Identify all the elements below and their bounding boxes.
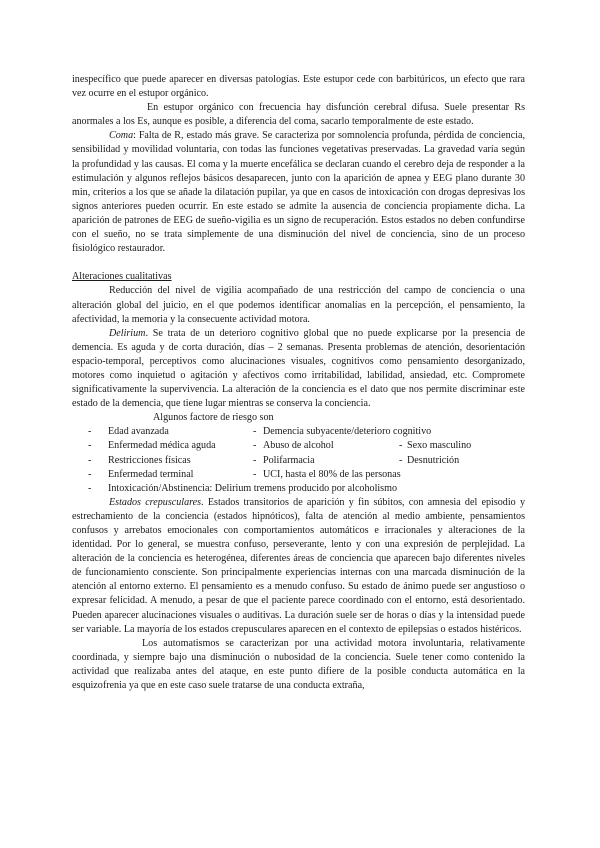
risk-item: Abuso de alcohol	[263, 440, 334, 452]
paragraph-automatismos: Los automatismos se caracterizan por una actividad motora involuntaria, relativamente coordinada, y siempre bajo una disminución o nubosidad de la conciencia. Suele tener como contenido la actividad que realizaba antes del ataque, en este punto difiere de la posible conducta automática en la esquizofrenia ya que en este caso suele tratarse de una conducta extraña,	[72, 637, 525, 692]
risk-item: Polifarmacia	[263, 454, 315, 466]
paragraph-alteraciones-intro: Reducción del nivel de vigilia acompañado de una restricción del campo de conciencia o una alteración global del juicio, en el que podemos identificar anomalías en la percepción, el pensamiento, la afectividad, la memoria y la consecuente actividad motora.	[72, 285, 525, 325]
risk-item: Edad avanzada	[108, 426, 169, 438]
risk-factors-title: Algunos factore de riesgo son	[153, 412, 274, 424]
list-dash: -	[88, 440, 92, 452]
list-dash: -	[88, 482, 92, 494]
paragraph-coma	[72, 129, 525, 256]
paragraph-estupor-organico: En estupor orgánico con frecuencia hay disfunción cerebral difusa. Suele presentar Rs anormales a los Es, aunque es posible, a diferencia del coma, sacarlo temporalmente de este estado.	[72, 102, 525, 128]
list-dash: -	[399, 454, 403, 466]
risk-row	[72, 454, 525, 468]
risk-item: Enfermedad médica aguda	[108, 440, 216, 452]
spacer	[72, 256, 525, 270]
term-delirium: Delirium	[109, 327, 146, 339]
risk-row	[72, 439, 525, 453]
paragraph-delirium	[72, 327, 525, 412]
list-dash: -	[399, 440, 403, 452]
risk-row	[72, 425, 525, 439]
risk-item: UCI, hasta el 80% de las personas	[263, 468, 401, 480]
risk-item: Sexo masculino	[407, 440, 472, 452]
risk-item: Demencia subyacente/deterioro cognitivo	[263, 426, 432, 438]
list-dash: -	[253, 426, 257, 438]
risk-factors-list	[72, 425, 525, 495]
paragraph-delirium-text: . Se trata de un deterioro cognitivo global que no puede explicarse por la presencia de demencia. Es aguda y de corta duración, días – 2 semanas. Presenta problemas de atención, desorientación espacio-temporal, perceptivos como alucinaciones visuales, cognitivos como pensamiento desorganizado, motores como inquietud o agitación y afectivos como irritabilidad, labilidad, ansiedad, etc. Compromete significativamente la supervivencia. La alteración de la conciencia es el dato que nos permite discriminar este estado de la demencia, que tiene lugar mientras se conserva la conciencia.	[72, 327, 525, 410]
list-dash: -	[88, 468, 92, 480]
risk-item: Desnutrición	[407, 454, 460, 466]
risk-item: Intoxicación/Abstinencia: Delirium tremens producido por alcoholismo	[108, 482, 398, 494]
list-dash: -	[253, 454, 257, 466]
list-dash: -	[253, 440, 257, 452]
term-coma: Coma	[109, 130, 134, 142]
risk-item: Enfermedad terminal	[108, 468, 194, 480]
paragraph-estados-crepusculares	[72, 496, 525, 637]
risk-row	[72, 468, 525, 482]
paragraph-crepusculares-text: . Estados transitorios de aparición y fin súbitos, con amnesia del episodio y estrechamiento de la conciencia (estados hipnóticos), falta de atención al medio ambiente, pensamientos confusos y arrebatos emocionales con comportamientos automáticos e irracionales y alteraciones de la identidad. Por lo general, se muestra confuso, perseverante, lento y con una expresión de perplejidad. La alteración de la conciencia es heterogénea, diferentes áreas de conciencia que aparecen bajo diferentes niveles de funcionamiento consciente. Son principalmente experiencias internas con una marcada disminución de la atención al entorno externo. El pensamiento es a menudo confuso. Su estado de ánimo puede ser angustioso o expresar felicidad. A menudo, a pesar de que el paciente parece coordinado con el entorno, está desorientado. Pueden aparecer alucinaciones visuales o auditivas. La duración suele ser de horas o días y la intensidad puede ser variable. La mayoría de los estados crepusculares aparecen en el contexto de epilepsias o estados histéricos.	[72, 496, 525, 635]
risk-item: Restricciones físicas	[108, 454, 191, 466]
section-heading: Alteraciones cualitativas	[72, 271, 172, 283]
paragraph-coma-text: : Falta de R, estado más grave. Se caracteriza por somnolencia profunda, pérdida de conciencia, sensibilidad y movilidad voluntaria, con todas las funciones vegetativas preservadas. La gravedad varía según la profundidad y las causas. El coma y la muerte encefálica se declaran cuando el cerebro deja de responder a la estimulación y algunos reflejos básicos desaparecen, junto con la aparición de apnea y EEG plano durante 30 min, criterios a los que se añade la dilatación pupilar, ya que en casos de intoxicación con drogas depresivas los signos anteriores pueden ocurrir. En este estado se admite la ausencia de conciencia propiamente dicha. La aparición de patrones de EEG de sueño-vigilia es un signo de recuperación. Estos estados no deben confundirse con el sueño, no se trata simplemente de una disminución del nivel de conciencia, sino de un proceso fisiológico restaurador.	[72, 130, 525, 255]
risk-row	[72, 482, 525, 496]
list-dash: -	[253, 468, 257, 480]
list-dash: -	[88, 426, 92, 438]
term-estados-crepusculares: Estados crepusculares	[109, 496, 202, 508]
list-dash: -	[88, 454, 92, 466]
document-page	[72, 73, 525, 693]
paragraph-estupor-psicogeno-end: inespecífico que puede aparecer en diversas patologías. Este estupor cede con barbitúricos, un efecto que rara vez ocurre en el estupor orgánico.	[72, 74, 525, 100]
